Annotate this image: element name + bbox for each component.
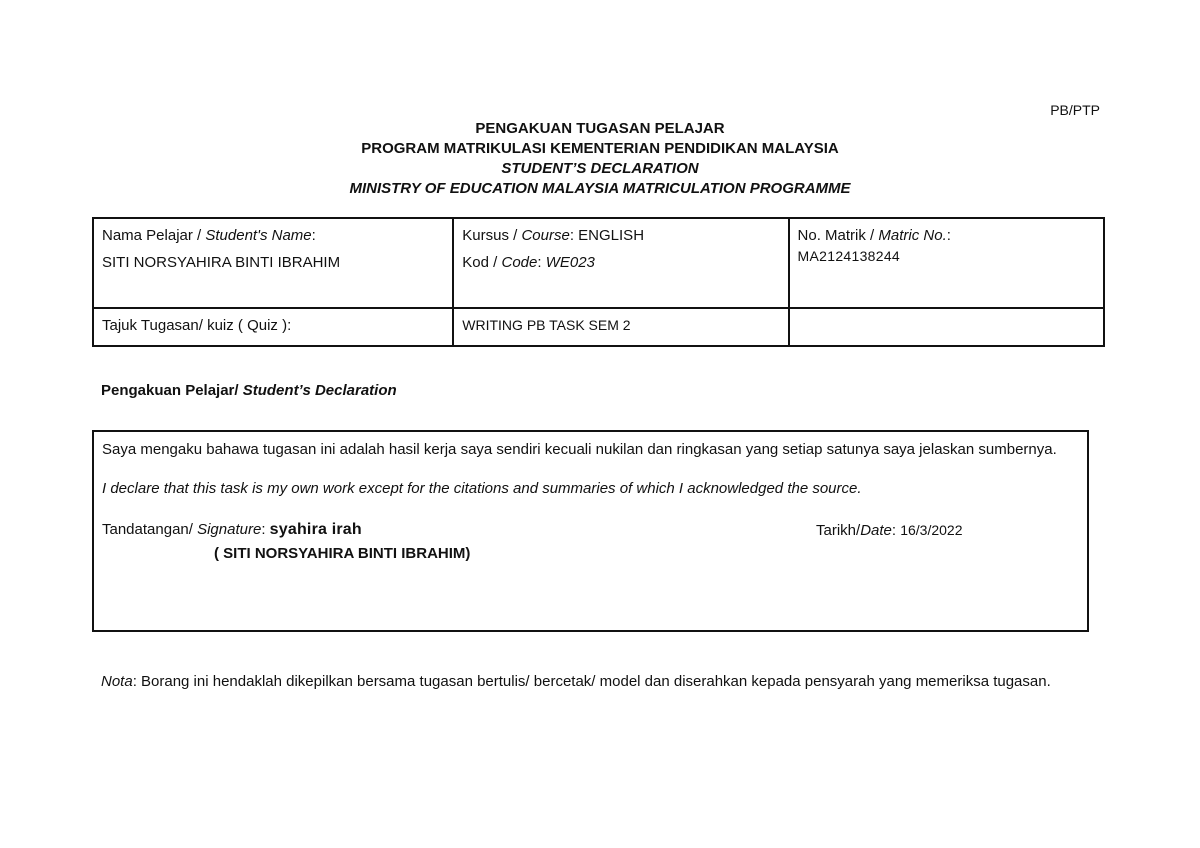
header-program-english: MINISTRY OF EDUCATION MALAYSIA MATRICULATION PROGRAMME [349,180,851,197]
table-row [93,218,1104,308]
printed-name: ( SITI NORSYAHIRA BINTI IBRAHIM) [214,545,471,562]
declaration-text-english: I declare that this task is my own work except for the citations and summaries of which I acknowledged the source. [102,480,862,497]
signature-value: syahira irah [269,521,362,538]
table-row [93,308,1104,346]
student-name-value: SITI NORSYAHIRA BINTI IBRAHIM [102,254,341,271]
student-info-table [92,217,1105,347]
matric-cell [789,218,1104,308]
task-title-value: WRITING PB TASK SEM 2 [462,317,631,333]
note-text: : Borang ini hendaklah dikepilkan bersama tugasan bertulis/ bercetak/ model dan diserahkan kepada pensyarah yang memeriksa tugasan. [132,673,1051,690]
matric-value: MA2124138244 [797,248,901,264]
header-title-english: STUDENT’S DECLARATION [501,160,699,177]
signature-row [102,519,1079,541]
course-code-value: WE023 [545,254,595,271]
declaration-text-malay: Saya mengaku bahawa tugasan ini adalah hasil kerja saya sendiri kecuali nukilan dan ringkasan yang setiap satunya saya jelaskan sumbernya. [102,441,1057,458]
declaration-heading: Pengakuan Pelajar/ Student’s Declaration [101,382,397,399]
date-field: Tarikh/Date: 16/3/2022 [816,522,963,539]
empty-cell [789,308,1104,346]
course-value: ENGLISH [578,227,645,244]
course-cell [453,218,788,308]
student-name-cell [93,218,453,308]
course-line: Kursus / Course: ENGLISH [462,227,645,244]
page-code: PB/PTP [1050,102,1100,118]
course-code-line: Kod / Code: WE023 [462,254,595,271]
document-header [0,119,1200,199]
header-program-malay: PROGRAM MATRIKULASI KEMENTERIAN PENDIDIKAN MALAYSIA [361,140,839,157]
student-name-label: Nama Pelajar / Student's Name: [102,227,316,244]
note-label: Nota [101,673,133,690]
signature-label: Tandatangan/ Signature: [102,521,270,538]
date-value: 16/3/2022 [900,522,963,538]
task-title-value-cell [453,308,788,346]
declaration-box [92,430,1089,632]
note [101,670,1061,693]
header-title-malay: PENGAKUAN TUGASAN PELAJAR [475,120,725,137]
task-title-label-cell [93,308,453,346]
task-title-label: Tajuk Tugasan/ kuiz ( Quiz ): [102,317,292,334]
matric-label: No. Matrik / Matric No.: [797,227,951,244]
